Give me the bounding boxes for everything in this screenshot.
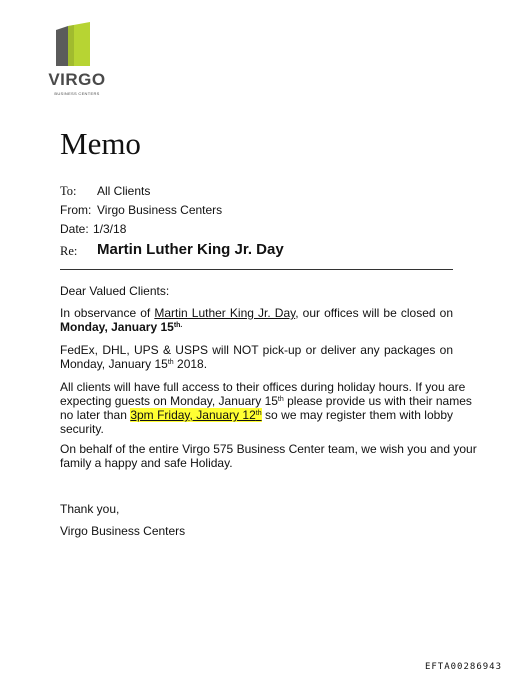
paragraph-access: All clients will have full access to their offices during holiday hours. If you are expecting guests on Monday, January 15th please provide us with their names no later than 3pm Friday, January 12th so we may register them with lobby security.	[60, 380, 472, 436]
header-divider	[60, 269, 453, 270]
logo-tagline: BUSINESS CENTERS	[54, 91, 100, 96]
re-subject: Martin Luther King Jr. Day	[97, 241, 284, 258]
from-value: Virgo Business Centers	[97, 203, 223, 217]
paragraph-couriers: FedEx, DHL, UPS & USPS will NOT pick-up or deliver any packages on Monday, January 15th 2018.	[60, 343, 453, 371]
deadline-highlight: 3pm Friday, January 12th	[130, 408, 262, 422]
holiday-link-text: Martin Luther King Jr. Day	[154, 306, 296, 320]
paragraph-closure	[60, 306, 453, 334]
paragraph-wishes: On behalf of the entire Virgo 575 Business Center team, we wish you and your family a happy and safe Holiday.	[60, 442, 477, 470]
closure-line-1: In observance of Martin Luther King Jr. Day, our offices will be closed on	[60, 306, 453, 320]
re-label: Re:	[60, 244, 78, 258]
signature: Virgo Business Centers	[60, 524, 186, 538]
closing: Thank you,	[60, 502, 120, 516]
salutation: Dear Valued Clients:	[60, 284, 170, 298]
logo-wordmark: VIRGO	[48, 70, 106, 89]
logo-mark-icon	[46, 22, 108, 70]
memo-title: Memo	[60, 126, 141, 161]
to-label: To:	[60, 184, 77, 198]
document-id: EFTA00286943	[424, 662, 502, 672]
date-label: Date:	[60, 222, 89, 236]
virgo-logo	[46, 22, 108, 100]
date-value: 1/3/18	[93, 222, 127, 236]
from-label: From:	[60, 203, 92, 217]
to-value: All Clients	[97, 184, 151, 198]
closure-date: Monday, January $15^{th.}$	[60, 320, 183, 334]
